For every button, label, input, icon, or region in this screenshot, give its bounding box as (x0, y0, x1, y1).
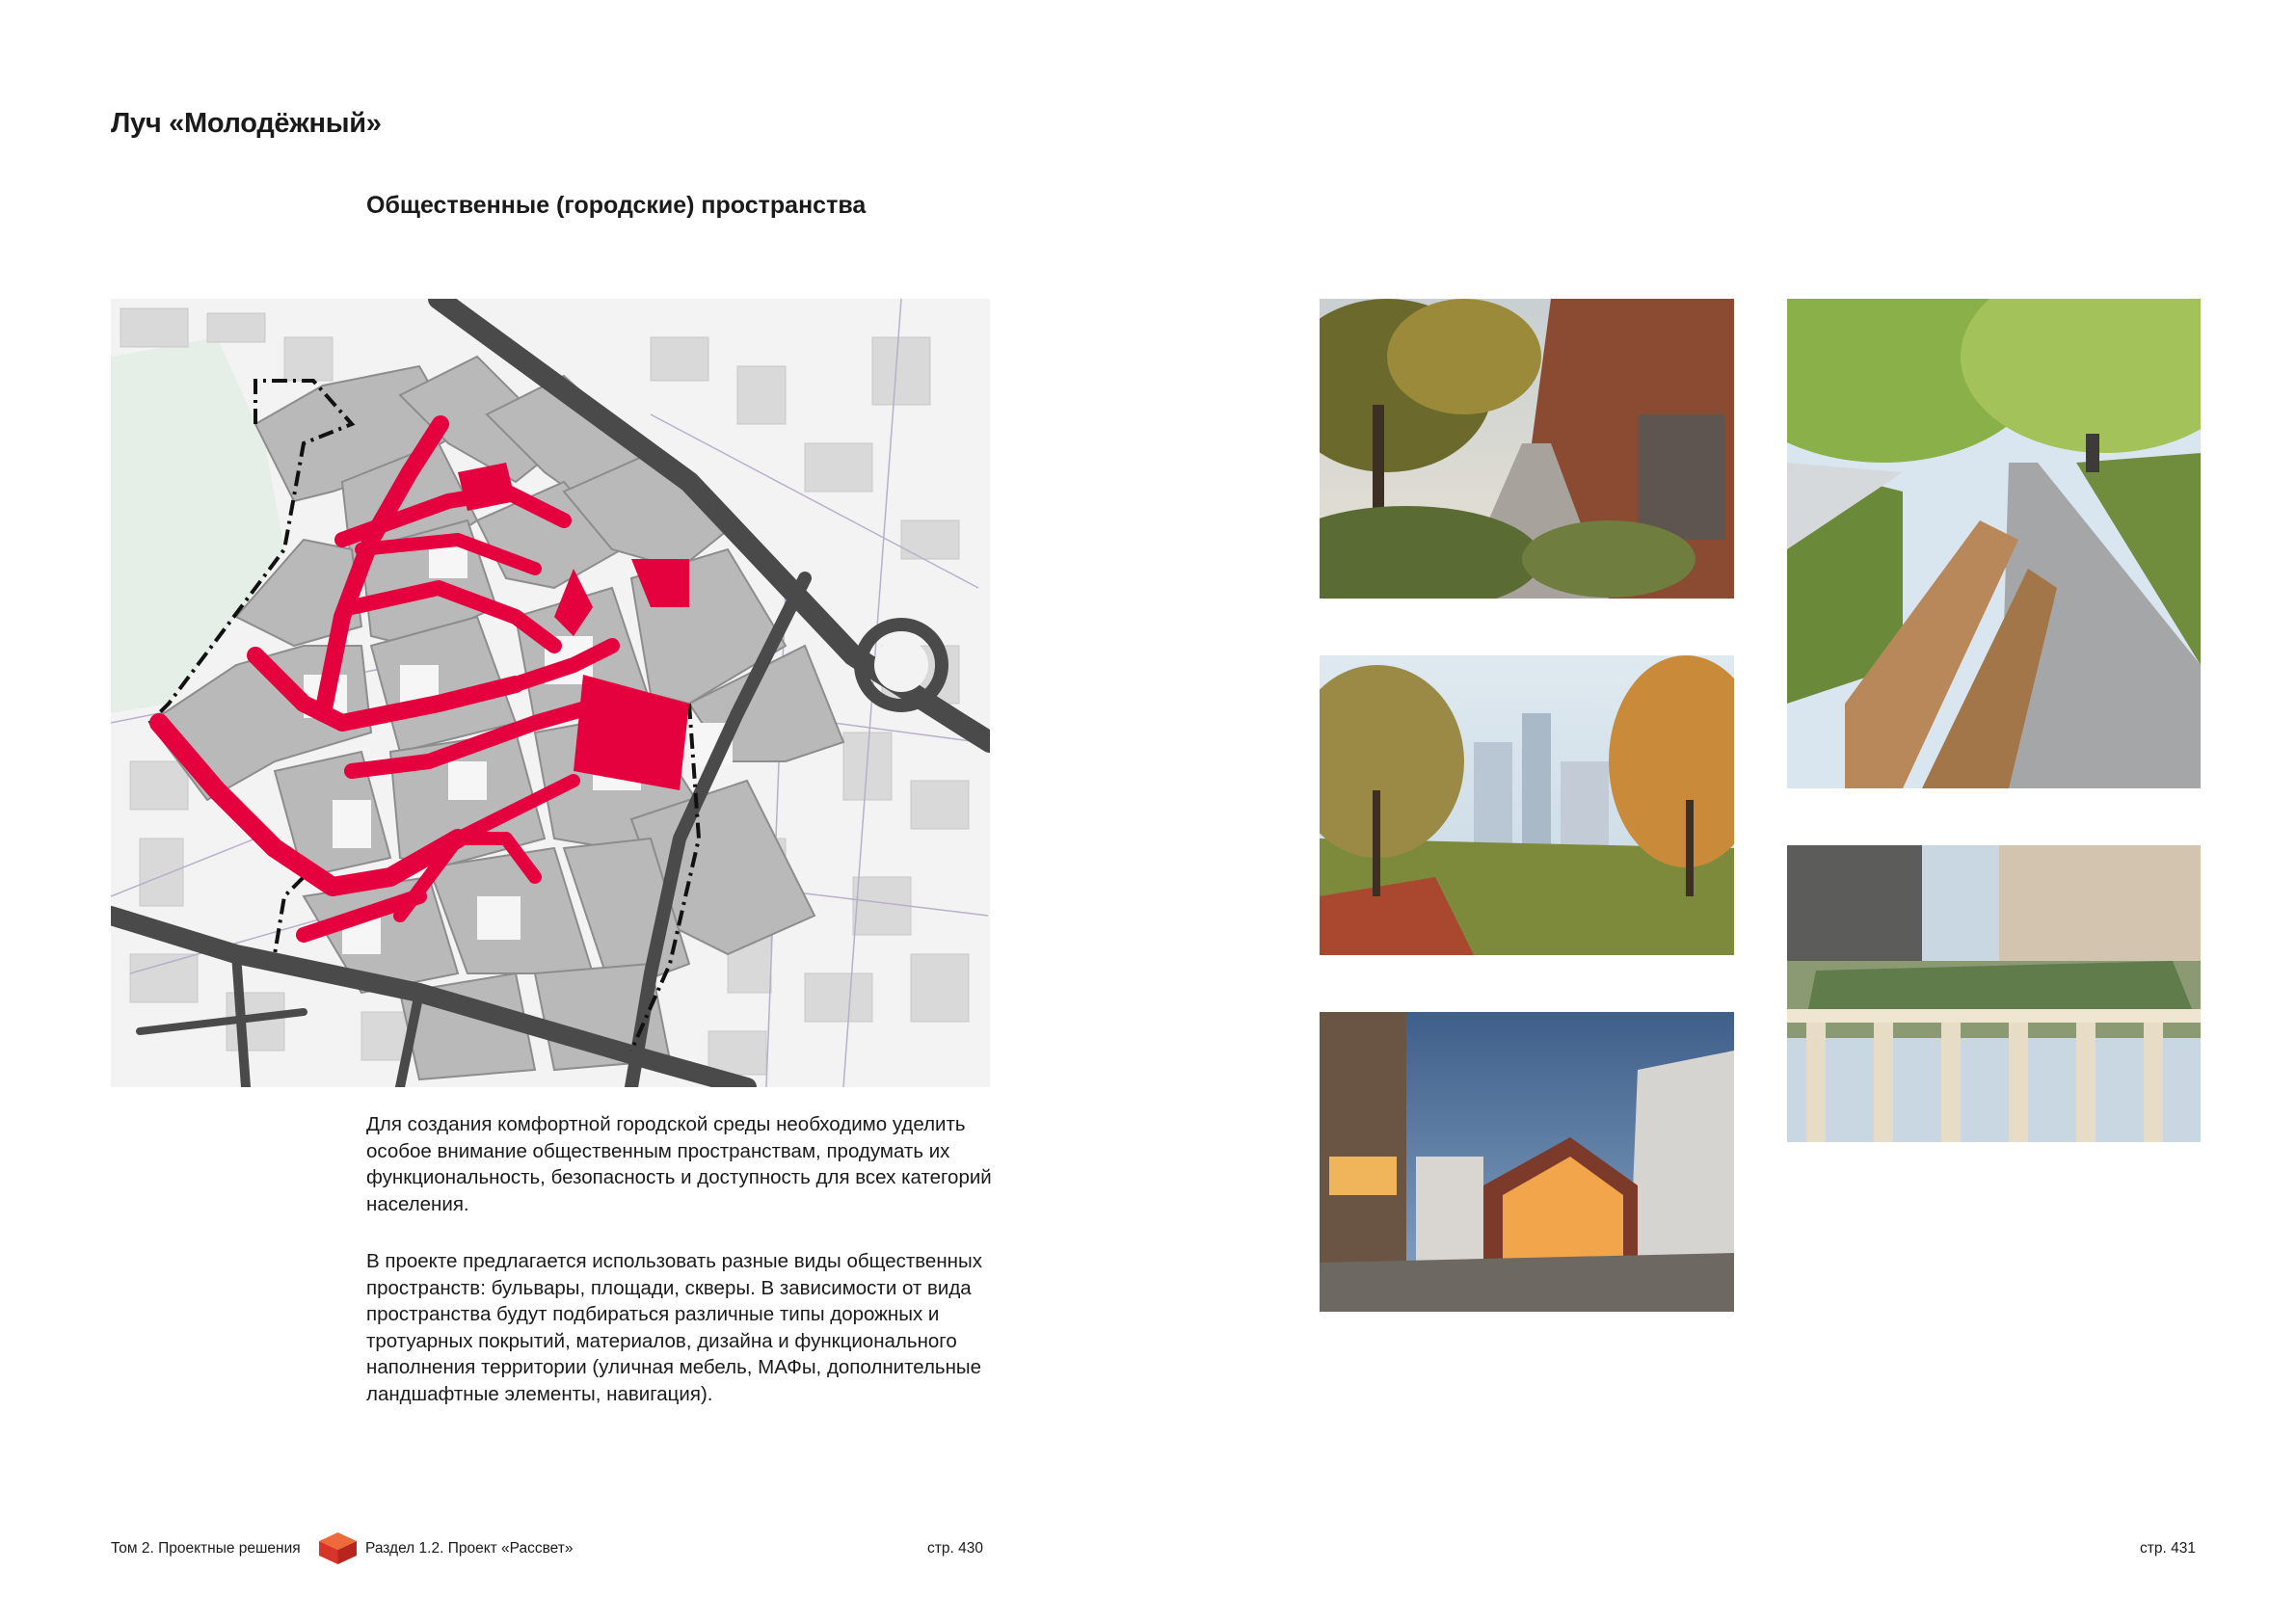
courtyard-garden-photo (1787, 845, 2201, 1142)
footer-volume: Том 2. Проектные решения (111, 1540, 301, 1557)
page-number-right: стр. 431 (2140, 1540, 2196, 1557)
body-paragraph-2: В проекте предлагается использовать разные виды общественных пространств: бульвары, площади, скверы. В зависимости от вида пространства будут подбираться различные типы дорожных и тротуарных покрытий, материалов, дизайна и функционального наполнения территории (уличная мебель, МАФы, дополнительные ландшафтные элементы, навигация). (366, 1250, 982, 1405)
evening-square-photo (1320, 1012, 1734, 1312)
footer-section: Раздел 1.2. Проект «Рассвет» (365, 1540, 574, 1557)
page-number-left: стр. 430 (927, 1540, 983, 1557)
body-paragraph-1: Для создания комфортной городской среды необходимо уделить особое внимание общественным пространствам, продумать их функциональность, безопасность и доступность для всех категорий населения. (366, 1113, 992, 1215)
street-promenade-photo (1320, 299, 1734, 599)
section-title: Луч «Молодёжный» (111, 108, 382, 139)
page-subtitle: Общественные (городские) пространства (366, 192, 867, 219)
site-plan-map (111, 299, 990, 1087)
park-lawn-photo (1320, 655, 1734, 955)
boulevard-benches-photo (1787, 299, 2201, 788)
cube-logo-icon (317, 1531, 359, 1566)
